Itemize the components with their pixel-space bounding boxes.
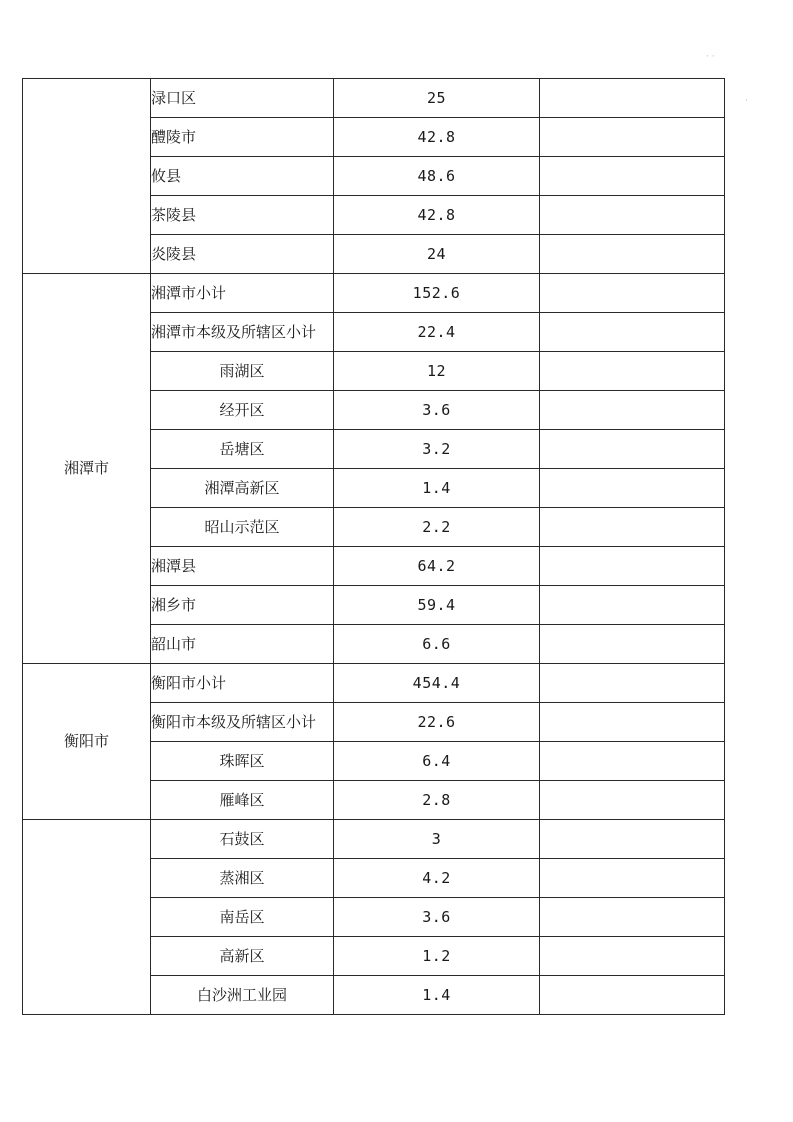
district-name-cell: 高新区	[151, 937, 334, 976]
amount-cell: 3.6	[334, 898, 540, 937]
amount-cell: 6.6	[334, 625, 540, 664]
remarks-cell	[540, 976, 725, 1015]
amount-cell: 59.4	[334, 586, 540, 625]
remarks-cell	[540, 469, 725, 508]
district-name-cell: 石鼓区	[151, 820, 334, 859]
remarks-cell	[540, 859, 725, 898]
remarks-cell	[540, 547, 725, 586]
district-name-cell: 韶山市	[151, 625, 334, 664]
amount-cell: 1.2	[334, 937, 540, 976]
scan-speck: · ·	[706, 52, 715, 62]
district-name-cell: 湘潭县	[151, 547, 334, 586]
amount-cell: 1.4	[334, 469, 540, 508]
city-cell	[23, 79, 151, 274]
remarks-cell	[540, 898, 725, 937]
amount-cell: 42.8	[334, 196, 540, 235]
district-name-cell: 珠晖区	[151, 742, 334, 781]
table-body	[23, 79, 725, 1015]
remarks-cell	[540, 937, 725, 976]
amount-cell: 22.4	[334, 313, 540, 352]
amount-cell: 48.6	[334, 157, 540, 196]
remarks-cell	[540, 118, 725, 157]
district-name-cell: 炎陵县	[151, 235, 334, 274]
remarks-cell	[540, 352, 725, 391]
district-name-cell: 渌口区	[151, 79, 334, 118]
district-name-cell: 湘潭市本级及所辖区小计	[151, 313, 334, 352]
district-name-cell: 茶陵县	[151, 196, 334, 235]
amount-cell: 454.4	[334, 664, 540, 703]
district-name-cell: 白沙洲工业园	[151, 976, 334, 1015]
amount-cell: 3.2	[334, 430, 540, 469]
remarks-cell	[540, 586, 725, 625]
remarks-cell	[540, 391, 725, 430]
table-row	[23, 274, 725, 313]
remarks-cell	[540, 742, 725, 781]
remarks-cell	[540, 79, 725, 118]
remarks-cell	[540, 820, 725, 859]
district-name-cell: 蒸湘区	[151, 859, 334, 898]
district-name-cell: 雨湖区	[151, 352, 334, 391]
amount-cell: 64.2	[334, 547, 540, 586]
remarks-cell	[540, 235, 725, 274]
table-row	[23, 820, 725, 859]
amount-cell: 25	[334, 79, 540, 118]
city-cell: 衡阳市	[23, 664, 151, 820]
amount-cell: 3	[334, 820, 540, 859]
district-name-cell: 湘乡市	[151, 586, 334, 625]
remarks-cell	[540, 196, 725, 235]
table-row	[23, 664, 725, 703]
district-name-cell: 湘潭市小计	[151, 274, 334, 313]
remarks-cell	[540, 313, 725, 352]
district-name-cell: 雁峰区	[151, 781, 334, 820]
allocation-table	[22, 78, 725, 1015]
amount-cell: 1.4	[334, 976, 540, 1015]
remarks-cell	[540, 664, 725, 703]
remarks-cell	[540, 430, 725, 469]
district-name-cell: 昭山示范区	[151, 508, 334, 547]
district-name-cell: 湘潭高新区	[151, 469, 334, 508]
amount-cell: 12	[334, 352, 540, 391]
scan-speck: ·	[745, 96, 748, 106]
district-name-cell: 经开区	[151, 391, 334, 430]
city-cell	[23, 820, 151, 1015]
amount-cell: 2.2	[334, 508, 540, 547]
amount-cell: 3.6	[334, 391, 540, 430]
remarks-cell	[540, 625, 725, 664]
amount-cell: 4.2	[334, 859, 540, 898]
district-name-cell: 攸县	[151, 157, 334, 196]
amount-cell: 6.4	[334, 742, 540, 781]
amount-cell: 2.8	[334, 781, 540, 820]
remarks-cell	[540, 703, 725, 742]
amount-cell: 152.6	[334, 274, 540, 313]
district-name-cell: 岳塘区	[151, 430, 334, 469]
district-name-cell: 衡阳市本级及所辖区小计	[151, 703, 334, 742]
remarks-cell	[540, 274, 725, 313]
amount-cell: 22.6	[334, 703, 540, 742]
district-name-cell: 醴陵市	[151, 118, 334, 157]
district-name-cell: 南岳区	[151, 898, 334, 937]
city-cell: 湘潭市	[23, 274, 151, 664]
remarks-cell	[540, 157, 725, 196]
amount-cell: 24	[334, 235, 540, 274]
amount-cell: 42.8	[334, 118, 540, 157]
remarks-cell	[540, 781, 725, 820]
remarks-cell	[540, 508, 725, 547]
table-row	[23, 79, 725, 118]
district-name-cell: 衡阳市小计	[151, 664, 334, 703]
